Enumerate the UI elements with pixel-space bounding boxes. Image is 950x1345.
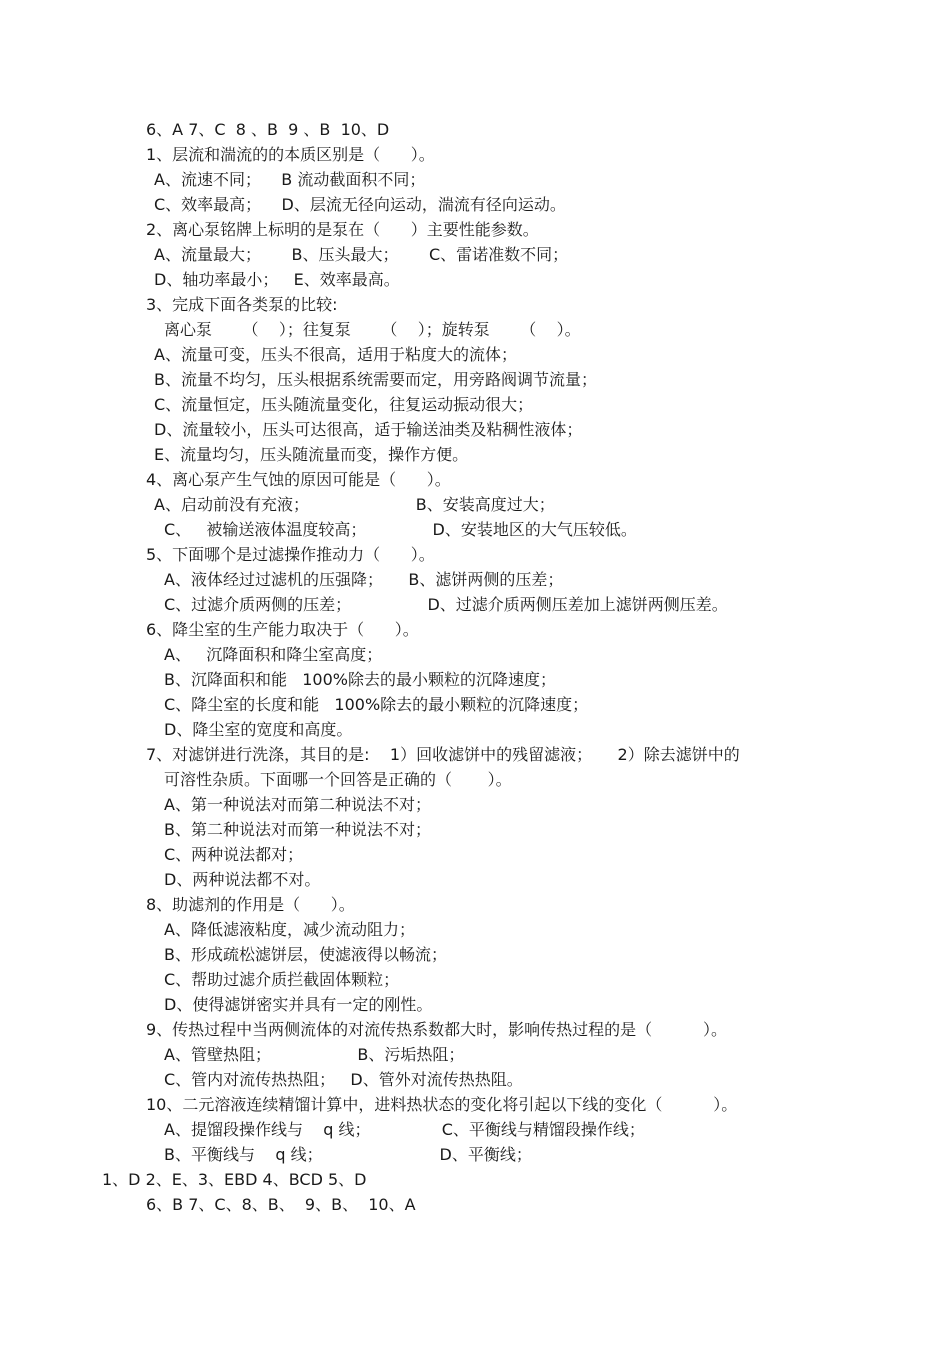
question-8-option-a: A、降低滤液粘度，减少流动阻力；: [164, 920, 415, 939]
question-2-options-de: D、轴功率最小； E、效率最高。: [154, 270, 400, 289]
question-8-option-c: C、帮助过滤介质拦截固体颗粒；: [164, 970, 400, 989]
answer-line-3: 6、B 7、C、8、B、 9、B、 10、A: [146, 1195, 416, 1214]
question-9-options-ab: A、管壁热阻； B、污垢热阻；: [164, 1045, 465, 1064]
question-4: 4、离心泵产生气蚀的原因可能是（ ）。: [146, 470, 451, 489]
question-1-options-ab: A、流速不同； B 流动截面积不同；: [154, 170, 426, 189]
question-7-continued: 可溶性杂质。下面哪一个回答是正确的（ ）。: [164, 770, 512, 789]
question-5-options-cd: C、过滤介质两侧的压差； D、过滤介质两侧压差加上滤饼两侧压差。: [164, 595, 728, 614]
question-7-option-d: D、两种说法都不对。: [164, 870, 321, 889]
question-7-option-a: A、第一种说法对而第二种说法不对；: [164, 795, 431, 814]
answer-line-1: 6、A 7、C 8 、B 9 、B 10、D: [146, 120, 390, 139]
question-7-option-c: C、两种说法都对；: [164, 845, 304, 864]
question-4-options-cd: C、 被输送液体温度较高； D、安装地区的大气压较低。: [164, 520, 637, 539]
answer-line-2: 1、D 2、E、3、EBD 4、BCD 5、D: [102, 1170, 367, 1189]
question-10-options-ac: A、提馏段操作线与 q 线； C、平衡线与精馏段操作线；: [164, 1120, 645, 1139]
question-6-option-a: A、 沉降面积和降尘室高度；: [164, 645, 383, 664]
question-7: 7、对滤饼进行洗涤，其目的是: 1）回收滤饼中的残留滤液； 2）除去滤饼中的: [146, 745, 740, 764]
question-3-option-c: C、流量恒定，压头随流量变化，往复运动振动很大；: [154, 395, 534, 414]
question-8: 8、助滤剂的作用是（ ）。: [146, 895, 355, 914]
question-3-option-d: D、流量较小，压头可达很高，适于输送油类及粘稠性液体；: [154, 420, 583, 439]
question-2: 2、离心泵铭牌上标明的是泵在（ ）主要性能参数。: [146, 220, 539, 239]
question-8-option-d: D、使得滤饼密实并具有一定的刚性。: [164, 995, 433, 1014]
question-3: 3、完成下面各类泵的比较:: [146, 295, 338, 314]
question-1-options-cd: C、效率最高； D、层流无径向运动，湍流有径向运动。: [154, 195, 566, 214]
question-6-option-d: D、降尘室的宽度和高度。: [164, 720, 353, 739]
question-3-option-e: E、流量均匀，压头随流量而变，操作方便。: [154, 445, 469, 464]
question-1: 1、层流和湍流的的本质区别是（ ）。: [146, 145, 435, 164]
question-8-option-b: B、形成疏松滤饼层，使滤液得以畅流；: [164, 945, 447, 964]
question-3-pumps: 离心泵 （ ）；往复泵 （ ）；旋转泵 （ ）。: [164, 320, 581, 339]
question-2-options-abc: A、流量最大； B、压头最大； C、雷诺准数不同；: [154, 245, 569, 264]
question-3-option-a: A、流量可变，压头不很高，适用于粘度大的流体；: [154, 345, 517, 364]
question-3-option-b: B、流量不均匀，压头根据系统需要而定，用旁路阀调节流量；: [154, 370, 597, 389]
question-6-option-b: B、沉降面积和能 100%除去的最小颗粒的沉降速度；: [164, 670, 556, 689]
question-6-option-c: C、降尘室的长度和能 100%除去的最小颗粒的沉降速度；: [164, 695, 589, 714]
question-4-options-ab: A、启动前没有充液； B、安装高度过大；: [154, 495, 555, 514]
question-5-options-ab: A、液体经过过滤机的压强降； B、滤饼两侧的压差；: [164, 570, 564, 589]
question-10: 10、二元溶液连续精馏计算中，进料热状态的变化将引起以下线的变化（ ）。: [146, 1095, 738, 1114]
question-9: 9、传热过程中当两侧流体的对流传热系数都大时，影响传热过程的是（ ）。: [146, 1020, 728, 1039]
question-6: 6、降尘室的生产能力取决于（ ）。: [146, 620, 419, 639]
question-10-options-bd: B、平衡线与 q 线； D、平衡线；: [164, 1145, 532, 1164]
question-5: 5、下面哪个是过滤操作推动力（ ）。: [146, 545, 435, 564]
question-9-options-cd: C、管内对流传热热阻； D、管外对流传热热阻。: [164, 1070, 523, 1089]
question-7-option-b: B、第二种说法对而第一种说法不对；: [164, 820, 431, 839]
